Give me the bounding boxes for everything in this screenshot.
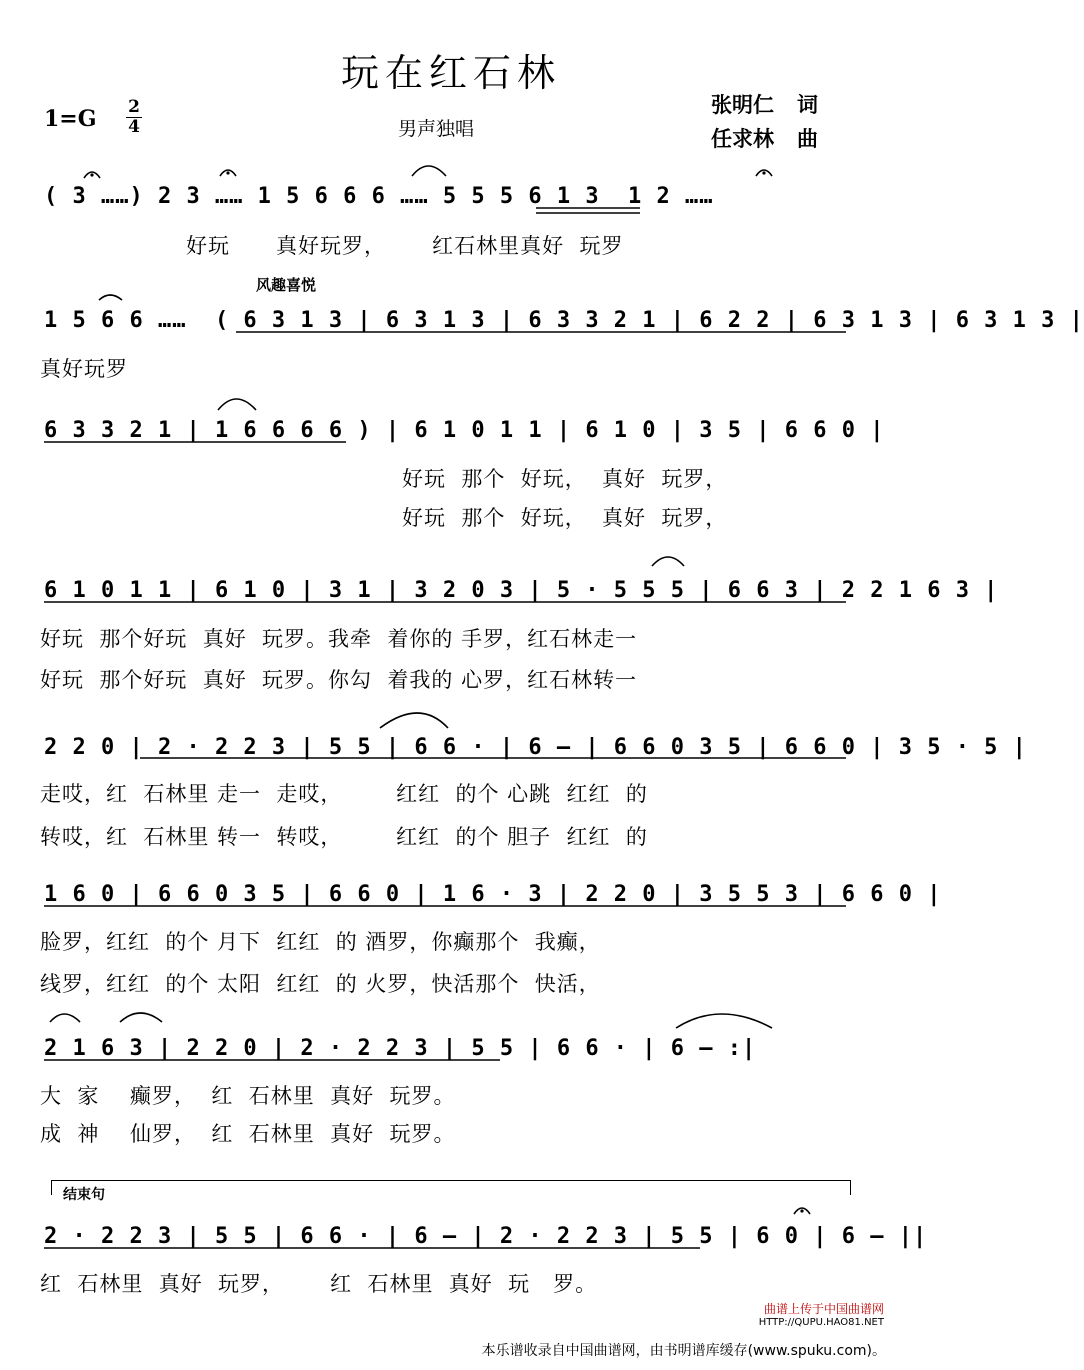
slur-1 [412, 166, 446, 176]
composer-role: 曲 [797, 127, 818, 151]
system-2-notes: 1 5 6 6 …… ( 6 3 1 3 | 6 3 1 3 | 6 3 3 2 1 | 6 2 2 | 6 3 1 3 | 6 3 1 3 | [44, 308, 1084, 333]
system-5-lyrics-verse-2: 转哎，红 石林里 转一 转哎， 红红 的个 胆子 红红 的 [40, 825, 648, 849]
system-1-lyrics: 好玩 真好玩罗， 红石林里真好 玩罗 [186, 234, 624, 258]
system-6-lyrics-verse-1: 脸罗，红红 的个 月下 红红 的 酒罗，你癫那个 我癫， [40, 930, 601, 954]
lyricist-credit [711, 88, 818, 122]
system-7-lyrics-verse-2: 成 神 仙罗， 红 石林里 真好 玩罗。 [40, 1122, 456, 1146]
footer-site-url: HTTP://QUPU.HAO81.NET [758, 1317, 884, 1328]
system-2-lyrics: 真好玩罗 [40, 357, 128, 381]
credits [711, 88, 818, 156]
tempo-marking: 风趣喜悦 [256, 276, 317, 294]
footer-site-block [759, 1302, 884, 1330]
fermata-3 [756, 170, 772, 176]
key-signature: 1=G [44, 106, 97, 132]
system-4-notes: 6 1 0 1 1 | 6 1 0 | 3 1 | 3 2 0 3 | 5 · 5 5 5 | 6 6 3 | 2 2 1 6 3 | [44, 578, 999, 603]
system-1-notes: ( 3 ……) 2 3 …… 1 5 6 6 6 …… 5 5 5 6 1 3 1 2 …… [44, 184, 714, 209]
ending-bracket [51, 1180, 851, 1195]
slur-5 [380, 713, 448, 728]
fermata-dot-4 [800, 1209, 803, 1212]
system-4-lyrics-verse-2: 好玩 那个好玩 真好 玩罗。你勾 着我的 心罗，红石林转一 [40, 668, 638, 692]
slur-8 [676, 1014, 772, 1028]
ending-label: 结束句 [63, 1187, 105, 1203]
slur-2 [99, 295, 122, 300]
slur-7 [120, 1013, 162, 1022]
fermata-4 [794, 1208, 810, 1214]
fermata-dot-1 [90, 173, 93, 176]
system-5-lyrics-verse-1: 走哎，红 石林里 走一 走哎， 红红 的个 心跳 红红 的 [40, 782, 648, 806]
system-7-lyrics-verse-1: 大 家 癫罗， 红 石林里 真好 玩罗。 [40, 1084, 456, 1108]
time-signature-top: 2 [128, 97, 140, 117]
performance-type: 男声独唱 [398, 118, 475, 140]
system-6-lyrics-verse-2: 线罗，红红 的个 太阳 红红 的 火罗，快活那个 快活， [40, 972, 601, 996]
footer-site-cn: 曲谱上传于中国曲谱网 [763, 1302, 884, 1316]
system-7-notes: 2 1 6 3 | 2 2 0 | 2 · 2 2 3 | 5 5 | 6 6 · | 6 – :| [44, 1036, 757, 1061]
slur-6 [50, 1014, 80, 1022]
slur-3 [218, 399, 256, 410]
slur-4 [652, 557, 684, 566]
system-5-notes: 2 2 0 | 2 · 2 2 3 | 5 5 | 6 6 · | 6 – | 6 6 0 3 5 | 6 6 0 | 3 5 · 5 | [44, 735, 1027, 760]
composer-name: 任求林 [711, 127, 774, 151]
system-3-lyrics-verse-1: 好玩 那个 好玩， 真好 玩罗， [402, 467, 728, 491]
time-signature-bottom: 4 [128, 117, 140, 137]
lyricist-name: 张明仁 [711, 93, 774, 117]
system-6-notes: 1 6 0 | 6 6 0 3 5 | 6 6 0 | 1 6 · 3 | 2 2 0 | 3 5 5 3 | 6 6 0 | [44, 882, 942, 907]
lyricist-role: 词 [797, 93, 818, 117]
system-4-lyrics-verse-1: 好玩 那个好玩 真好 玩罗。我牵 着你的 手罗，红石林走一 [40, 627, 638, 651]
footer-notice: 本乐谱收录自中国曲谱网，由书明谱库缓存(www.spuku.com)。 [481, 1343, 886, 1359]
fermata-1 [84, 172, 100, 178]
song-title: 玩在红石林 [340, 51, 561, 95]
system-8-lyrics: 红 石林里 真好 玩罗， 红 石林里 真好 玩 罗。 [40, 1272, 598, 1296]
system-3-lyrics-verse-2: 好玩 那个 好玩， 真好 玩罗， [402, 506, 728, 530]
system-8-notes: 2 · 2 2 3 | 5 5 | 6 6 · | 6 – | 2 · 2 2 3 | 5 5 | 6 0 | 6 – || [44, 1224, 928, 1249]
fermata-2 [220, 170, 236, 176]
composer-credit [711, 122, 818, 156]
fermata-dot-3 [762, 171, 765, 174]
time-signature [124, 98, 144, 137]
system-3-notes: 6 3 3 2 1 | 1 6 6 6 6 ) | 6 1 0 1 1 | 6 1 0 | 3 5 | 6 6 0 | [44, 418, 885, 443]
fermata-dot-2 [226, 171, 229, 174]
